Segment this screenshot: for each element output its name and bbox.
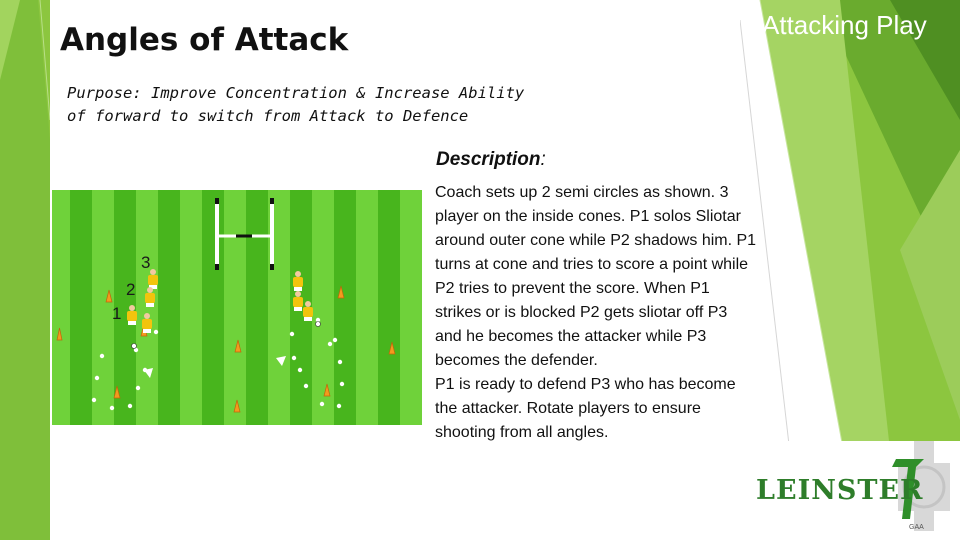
drill-diagram [52, 190, 422, 425]
section-label: Attacking Play [762, 10, 927, 40]
logo-wordmark: LEINSTER [756, 475, 924, 506]
slide-title: Angles of Attack [60, 22, 349, 58]
description-paragraph-1: Coach sets up 2 semi circles as shown. 3 player on the inside cones. P1 solos Sliotar around outer cone while P2 shadows him. P1 turns at cone and tries to score a point while P2 tries to prevent the score. When P1 strikes or is blocked P2 gets sliotar off P3 and he becomes the attacker while P3 becomes the defender. [435, 184, 757, 369]
player-label-2: 2 [126, 280, 136, 299]
purpose-line-1: Purpose: Improve Concentration & Increase Ability [67, 84, 525, 102]
player-label-3: 3 [141, 253, 151, 272]
description-heading-label: Description [436, 149, 541, 170]
logo-badge-text: GAA [909, 524, 924, 531]
logo-graphic [738, 441, 960, 540]
purpose-text [67, 82, 607, 128]
description-paragraph-2: P1 is ready to defend P3 who has become the attacker. Rotate players to ensure shooting from all angles. [435, 376, 736, 441]
player-label-1: 1 [112, 304, 122, 323]
purpose-line-2: of forward to switch from Attack to Defence [67, 107, 469, 125]
description-body [435, 181, 757, 445]
leinster-gaa-logo [738, 441, 960, 540]
pitch-stripes [52, 190, 422, 425]
description-heading-colon: : [540, 149, 546, 170]
left-accent-bar [0, 0, 50, 540]
description-heading [436, 149, 546, 171]
